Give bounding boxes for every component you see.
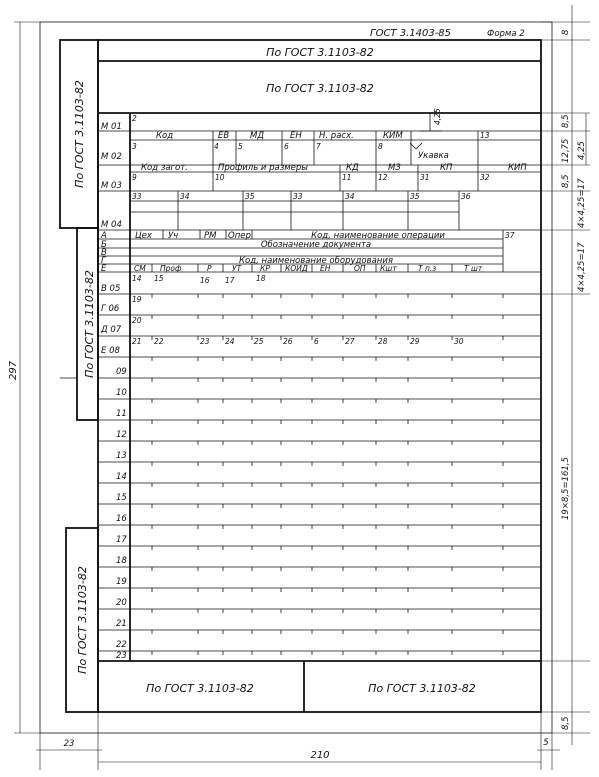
bottom-stamp-left-label: По ГОСТ 3.1103-82 bbox=[146, 682, 254, 695]
header-koid: КОИД bbox=[285, 264, 308, 273]
field-num-35b: 35 bbox=[410, 192, 420, 201]
dim-19x8-5: 19×8,5=161,5 bbox=[561, 457, 571, 520]
operation-rows bbox=[135, 231, 445, 266]
header-ut: УТ bbox=[232, 264, 242, 273]
field-num-11: 11 bbox=[342, 173, 352, 182]
m02-headers bbox=[156, 131, 403, 141]
row-label-e08: Е 08 bbox=[101, 346, 120, 356]
field-num-24: 24 bbox=[225, 337, 235, 346]
header-mz: МЗ bbox=[388, 163, 401, 173]
row-num-20: 20 bbox=[116, 598, 127, 608]
field-num-4: 4 bbox=[214, 142, 219, 151]
field-num-13: 13 bbox=[480, 131, 490, 140]
header-ev: ЕВ bbox=[218, 131, 230, 141]
right-dim-labels bbox=[561, 29, 587, 730]
dim-4x4-25-b: 4×4,25=17 bbox=[577, 242, 587, 292]
field-num-20: 20 bbox=[132, 316, 142, 325]
grid-lines bbox=[98, 131, 541, 651]
header-kp: КП bbox=[440, 163, 453, 173]
header-uch: Уч bbox=[168, 231, 179, 241]
field-num-37: 37 bbox=[505, 231, 515, 240]
header-kr: КР bbox=[260, 264, 270, 273]
header-r: Р bbox=[207, 264, 212, 273]
field-num-10: 10 bbox=[215, 173, 225, 182]
m03-headers bbox=[141, 163, 527, 173]
header-oper: Опер bbox=[228, 231, 251, 241]
dim-8-5-bottom: 8,5 bbox=[561, 716, 571, 730]
header-kim: КИМ bbox=[383, 131, 403, 141]
row-label-a: А bbox=[101, 231, 107, 241]
field-num-21: 21 bbox=[132, 337, 142, 346]
header-en: ЕН bbox=[290, 131, 302, 141]
row-num-09: 09 bbox=[116, 367, 127, 377]
header-doc: Обозначение документа bbox=[260, 240, 372, 250]
field-num-6: 6 bbox=[284, 142, 289, 151]
header-tpz: Т п.з bbox=[418, 264, 437, 273]
header-op: ОП bbox=[354, 264, 366, 273]
row-label-b: Б bbox=[101, 240, 107, 250]
header-kip: КИП bbox=[508, 163, 527, 173]
top-stamp-label: По ГОСТ 3.1103-82 bbox=[266, 46, 374, 59]
field-num-3: 3 bbox=[132, 142, 137, 151]
header-n-rash: Н. расх. bbox=[319, 131, 354, 141]
field-num-16: 16 bbox=[200, 276, 210, 285]
header-sm: СМ bbox=[134, 264, 146, 273]
row-num-17: 17 bbox=[116, 535, 127, 545]
header-rm: РМ bbox=[204, 231, 217, 241]
row-label-g06: Г 06 bbox=[101, 304, 120, 314]
field-num-8: 8 bbox=[378, 142, 383, 151]
dim-297: 297 bbox=[8, 360, 19, 380]
dim-210: 210 bbox=[310, 750, 330, 761]
field-num-14: 14 bbox=[132, 274, 142, 283]
row-label-m03: М 03 bbox=[101, 181, 122, 191]
row-num-10: 10 bbox=[116, 388, 127, 398]
side-stamp-top-label: По ГОСТ 3.1103-82 bbox=[73, 80, 86, 188]
form-label: Форма 2 bbox=[487, 29, 525, 39]
row-label-g: Г bbox=[101, 256, 106, 266]
row-label-m01: М 01 bbox=[101, 122, 122, 132]
row-label-v: В bbox=[101, 248, 107, 258]
row-num-18: 18 bbox=[116, 556, 127, 566]
row-label-d07: Д 07 bbox=[101, 325, 122, 335]
header-en2: ЕН bbox=[320, 264, 331, 273]
field-num-2: 2 bbox=[132, 114, 137, 123]
row-num-11: 11 bbox=[116, 409, 127, 419]
field-num-28: 28 bbox=[378, 337, 388, 346]
field-num-26: 26 bbox=[283, 337, 293, 346]
bottom-stamp-right-label: По ГОСТ 3.1103-82 bbox=[368, 682, 476, 695]
field-num-29: 29 bbox=[410, 337, 420, 346]
row-num-23: 23 bbox=[116, 651, 127, 661]
header-tsht: Т шт bbox=[464, 264, 483, 273]
dim-23: 23 bbox=[63, 739, 75, 749]
e08-nums bbox=[132, 337, 464, 346]
field-num-6b: 6 bbox=[314, 337, 319, 346]
bottom-dimensions bbox=[36, 712, 560, 770]
row-num-22: 22 bbox=[116, 640, 127, 650]
dim-8-5-m03: 8,5 bbox=[561, 174, 571, 188]
side-stamp-bottom-label: По ГОСТ 3.1103-82 bbox=[76, 566, 89, 674]
field-num-35a: 35 bbox=[245, 192, 255, 201]
field-num-7: 7 bbox=[316, 142, 321, 151]
row-label-m02: М 02 bbox=[101, 152, 122, 162]
header-equip: Код, наименование оборудования bbox=[239, 256, 393, 266]
field-num-36: 36 bbox=[461, 192, 471, 201]
field-num-30: 30 bbox=[454, 337, 464, 346]
row-num-12: 12 bbox=[116, 430, 127, 440]
field-num-15: 15 bbox=[154, 274, 164, 283]
title-stamp-label: По ГОСТ 3.1103-82 bbox=[266, 82, 374, 95]
dim-4-25: 4,25 bbox=[577, 141, 587, 160]
row-num-21: 21 bbox=[116, 619, 127, 629]
dim-4-25-small: 4,25 bbox=[433, 108, 442, 125]
dim-12-75: 12,75 bbox=[561, 138, 571, 163]
m04-nums bbox=[132, 192, 471, 201]
header-ceh: Цех bbox=[135, 231, 152, 241]
header-kod: Код bbox=[156, 131, 174, 141]
field-num-19: 19 bbox=[132, 295, 142, 304]
row-num-15: 15 bbox=[116, 493, 127, 503]
row-num-19: 19 bbox=[116, 577, 127, 587]
field-num-22: 22 bbox=[154, 337, 164, 346]
field-num-12: 12 bbox=[378, 173, 388, 182]
header-kd: КД bbox=[346, 163, 359, 173]
gost-header: ГОСТ 3.1403-85 bbox=[370, 28, 452, 39]
dim-4x4-25-a: 4×4,25=17 bbox=[577, 178, 587, 228]
field-num-34b: 34 bbox=[345, 192, 355, 201]
dim-5: 5 bbox=[543, 738, 549, 748]
header-kod-zagot: Код загот. bbox=[141, 163, 188, 173]
header-md: МД bbox=[250, 131, 264, 141]
field-num-9: 9 bbox=[132, 173, 137, 182]
row-num-14: 14 bbox=[116, 472, 127, 482]
field-num-25: 25 bbox=[254, 337, 264, 346]
side-stamp-mid-label: По ГОСТ 3.1103-82 bbox=[83, 270, 96, 378]
field-num-18: 18 bbox=[256, 274, 266, 283]
row-num-16: 16 bbox=[116, 514, 127, 524]
row-label-e: Е bbox=[101, 264, 107, 274]
field-num-33a: 33 bbox=[132, 192, 142, 201]
row-ticks bbox=[152, 294, 503, 655]
field-num-23: 23 bbox=[200, 337, 210, 346]
field-num-5: 5 bbox=[238, 142, 243, 151]
header-kpht: Кшт bbox=[380, 264, 397, 273]
header-prof: Проф bbox=[160, 264, 182, 273]
dim-8-5-top: 8,5 bbox=[561, 114, 571, 128]
m03-nums bbox=[132, 173, 490, 182]
ukavka-label: Укавка bbox=[418, 151, 449, 161]
row-num-13: 13 bbox=[116, 451, 127, 461]
header-oper-name: Код, наименование операции bbox=[311, 231, 445, 241]
row-label-m04: М 04 bbox=[101, 220, 122, 230]
row-labels bbox=[100, 122, 127, 661]
field-num-33b: 33 bbox=[293, 192, 303, 201]
field-num-27: 27 bbox=[345, 337, 355, 346]
dim-8: 8 bbox=[561, 29, 571, 35]
row-label-v05: В 05 bbox=[101, 284, 121, 294]
field-num-17: 17 bbox=[225, 276, 235, 285]
field-num-32: 32 bbox=[480, 173, 490, 182]
field-num-31: 31 bbox=[420, 173, 430, 182]
header-profile: Профиль и размеры bbox=[218, 163, 309, 173]
field-num-34a: 34 bbox=[180, 192, 190, 201]
